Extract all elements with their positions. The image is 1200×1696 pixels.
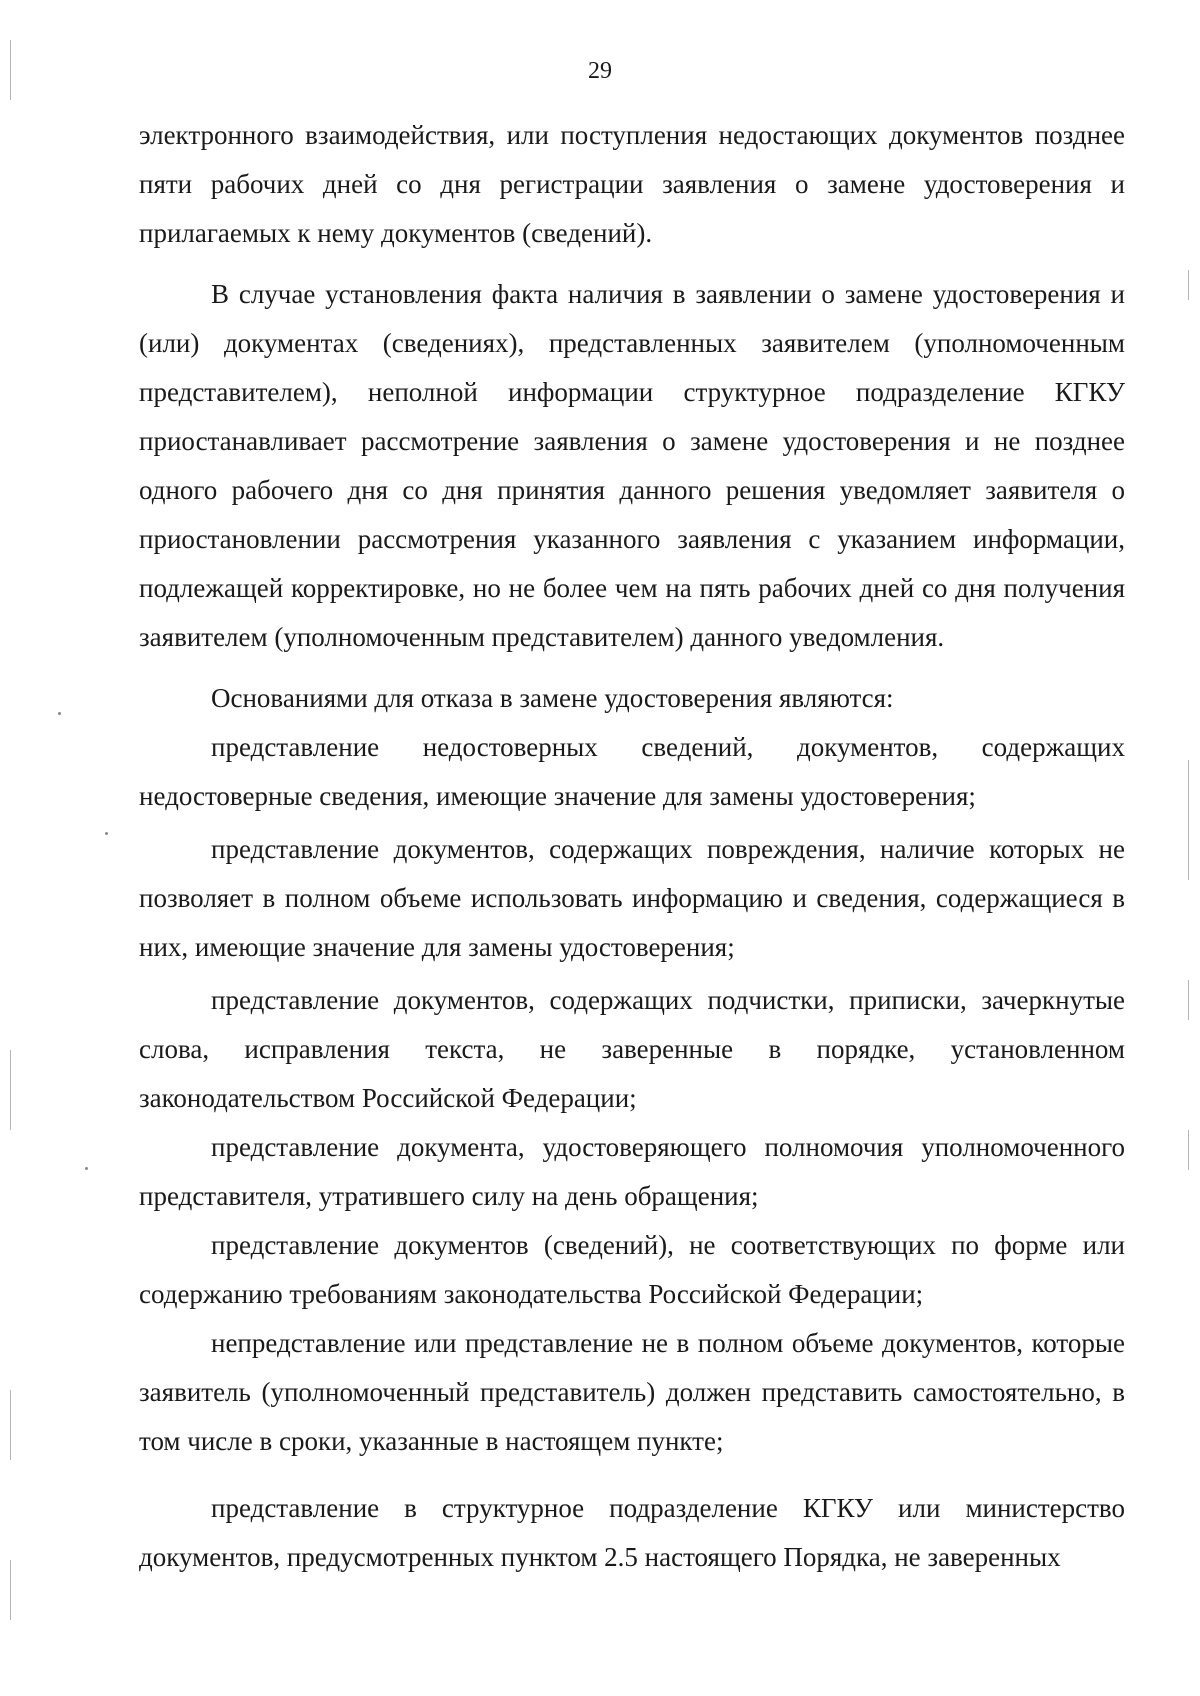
scan-artifact — [10, 1560, 11, 1620]
list-item-refusal-ground: непредставление или представление не в полном объеме документов, которые заявитель (уполномоченный представитель) должен представить самостоятельно, в том числе в сроки, указанные в настоящем пункте; — [139, 1328, 1125, 1456]
scan-artifact — [58, 712, 61, 715]
scan-artifact — [10, 1390, 11, 1460]
scan-artifact — [10, 40, 11, 100]
scan-artifact — [1188, 1130, 1189, 1170]
page-number: 29 — [588, 58, 612, 84]
scan-artifact — [1188, 980, 1189, 1020]
list-item-refusal-ground: представление недостоверных сведений, документов, содержащих недостоверные сведения, имеющие значение для замены удостоверения; — [139, 732, 1125, 811]
paragraph-suspension: В случае установления факта наличия в заявлении о замене удостоверения и (или) документах (сведениях), представленных заявителем (уполномоченным представителем), неполной информации структурное подразделение КГКУ приостанавливает рассмотрение заявления о замене удостоверения и не позднее одного рабочего дня со дня принятия данного решения уведомляет заявителя о приостановлении рассмотрения указанного заявления с указанием информации, подлежащей корректировке, но не более чем на пять рабочих дней со дня получения заявителем (уполномоченным представителем) данного уведомления. — [139, 279, 1125, 652]
list-item-refusal-ground: представление документа, удостоверяющего полномочия уполномоченного представителя, утратившего силу на день обращения; — [139, 1132, 1125, 1211]
scan-artifact — [1188, 760, 1189, 880]
paragraph-refusal-grounds-intro: Основаниями для отказа в замене удостоверения являются: — [211, 683, 894, 713]
paragraph-continuation: электронного взаимодействия, или поступления недостающих документов позднее пяти рабочих дней со дня регистрации заявления о замене удостоверения и прилагаемых к нему документов (сведений). — [139, 120, 1125, 248]
scan-artifact — [85, 1167, 88, 1170]
scan-artifact — [10, 1050, 11, 1130]
list-item-refusal-ground: представление документов, содержащих повреждения, наличие которых не позволяет в полном объеме использовать информацию и сведения, содержащиеся в них, имеющие значение для замены удостоверения; — [139, 834, 1125, 962]
scan-artifact — [1188, 270, 1189, 300]
list-item-refusal-ground: представление в структурное подразделение КГКУ или министерство документов, предусмотренных пунктом 2.5 настоящего Порядка, не заверенных — [139, 1493, 1125, 1572]
list-item-refusal-ground: представление документов (сведений), не соответствующих по форме или содержанию требованиям законодательства Российской Федерации; — [139, 1230, 1125, 1309]
list-item-refusal-ground: представление документов, содержащих подчистки, приписки, зачеркнутые слова, исправления текста, не заверенные в порядке, установленном законодательством Российской Федерации; — [139, 985, 1125, 1113]
scan-artifact — [105, 832, 108, 835]
body-text — [139, 111, 1125, 1582]
